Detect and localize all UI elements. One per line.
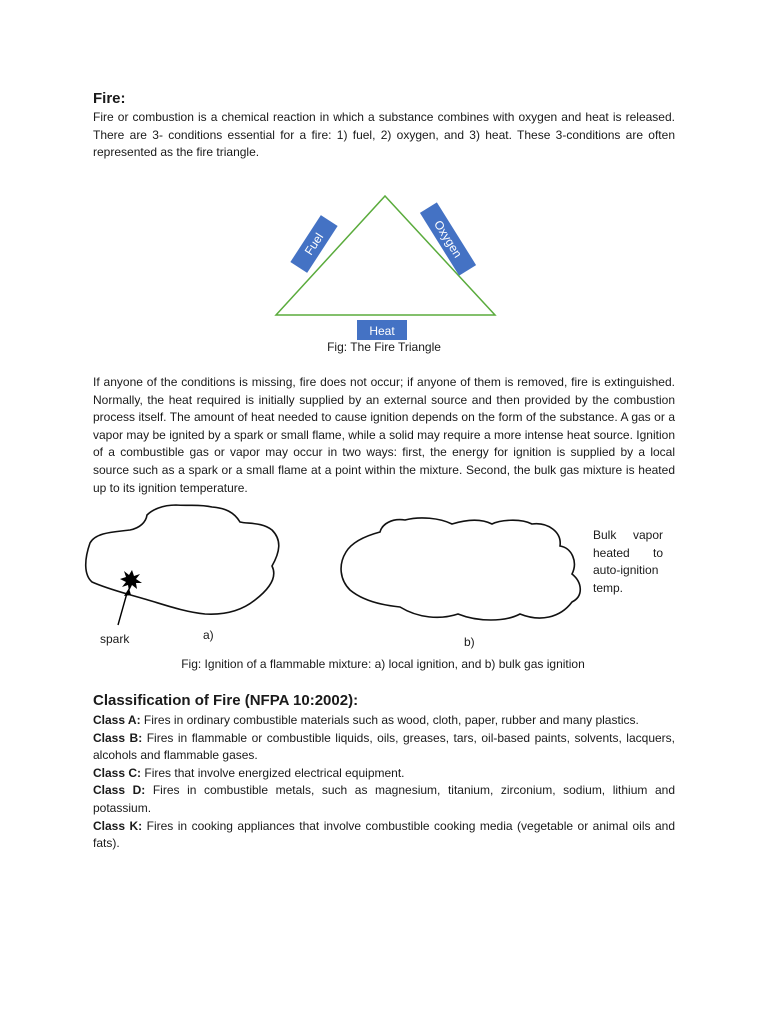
class-item [93, 765, 675, 783]
class-description: Fires in ordinary combustible materials such as wood, cloth, paper, rubber and many plastics. [140, 713, 639, 727]
arrow-head [124, 588, 131, 596]
fire-heading: Fire: [93, 90, 126, 107]
figure-label-b: b) [464, 635, 475, 649]
ignition-figure-caption: Fig: Ignition of a flammable mixture: a) local ignition, and b) bulk gas ignition [181, 657, 585, 671]
heat-box [357, 320, 407, 340]
fuel-label: Fuel [301, 230, 327, 258]
spark-burst-icon [120, 570, 142, 591]
class-label: Class B: [93, 730, 143, 745]
class-item [93, 782, 675, 817]
class-description: Fires that involve energized electrical equipment. [141, 765, 405, 780]
bulk-vapor-label: Bulk vapor heated to auto-ignition temp. [593, 528, 663, 595]
class-label: Class C: [93, 765, 142, 780]
fire-intro-paragraph: Fire or combustion is a chemical reaction in which a substance combines with oxygen and heat is released. There are 3- conditions essential for a fire: 1) fuel, 2) oxygen, and 3) heat. These 3-conditions are often represented as the fire triangle. [93, 110, 675, 160]
spark-pointer-arrow [118, 593, 127, 625]
class-label: Class K: [93, 818, 143, 833]
class-label: Class D: [93, 783, 146, 798]
class-description: Fires in flammable or combustible liquids, oils, greases, tars, oil-based paints, solvents, lacquers, alcohols and flammable gases. [93, 730, 675, 763]
class-description: Fires in combustible metals, such as magnesium, titanium, zirconium, sodium, lithium and potassium. [93, 783, 675, 815]
class-item [93, 818, 675, 853]
class-label: Class A: [93, 713, 141, 727]
class-item [93, 730, 675, 765]
classification-heading: Classification of Fire (NFPA 10:2002): [93, 692, 359, 709]
class-item [93, 712, 675, 730]
cloud-a [86, 505, 279, 614]
spark-label: spark [100, 632, 130, 646]
figure-label-a: a) [203, 628, 214, 642]
fuel-box [290, 215, 337, 273]
oxygen-label: Oxygen [431, 217, 465, 261]
heat-label: Heat [369, 324, 395, 338]
fire-class-list [93, 712, 675, 853]
class-description: Fires in cooking appliances that involve combustible cooking media (vegetable or animal oils and fats). [93, 818, 675, 851]
cloud-b [341, 518, 580, 620]
ignition-paragraph: If anyone of the conditions is missing, fire does not occur; if anyone of them is removed, fire is extinguished. Normally, the heat required is initially supplied by an external source and then provided by the combustion process itself. The amount of heat needed to cause ignition depends on the form of the substance. A gas or a vapor may be ignited by a spark or small flame, while a solid may require a more intense heat source. Ignition of a combustible gas or vapor may occur in two ways: first, the energy for ignition is supplied by a local source such as a spark or a small flame at a point within the mixture. Second, the bulk gas mixture is heated up to its ignition temperature. [93, 375, 675, 495]
fire-triangle-caption: Fig: The Fire Triangle [327, 340, 441, 354]
